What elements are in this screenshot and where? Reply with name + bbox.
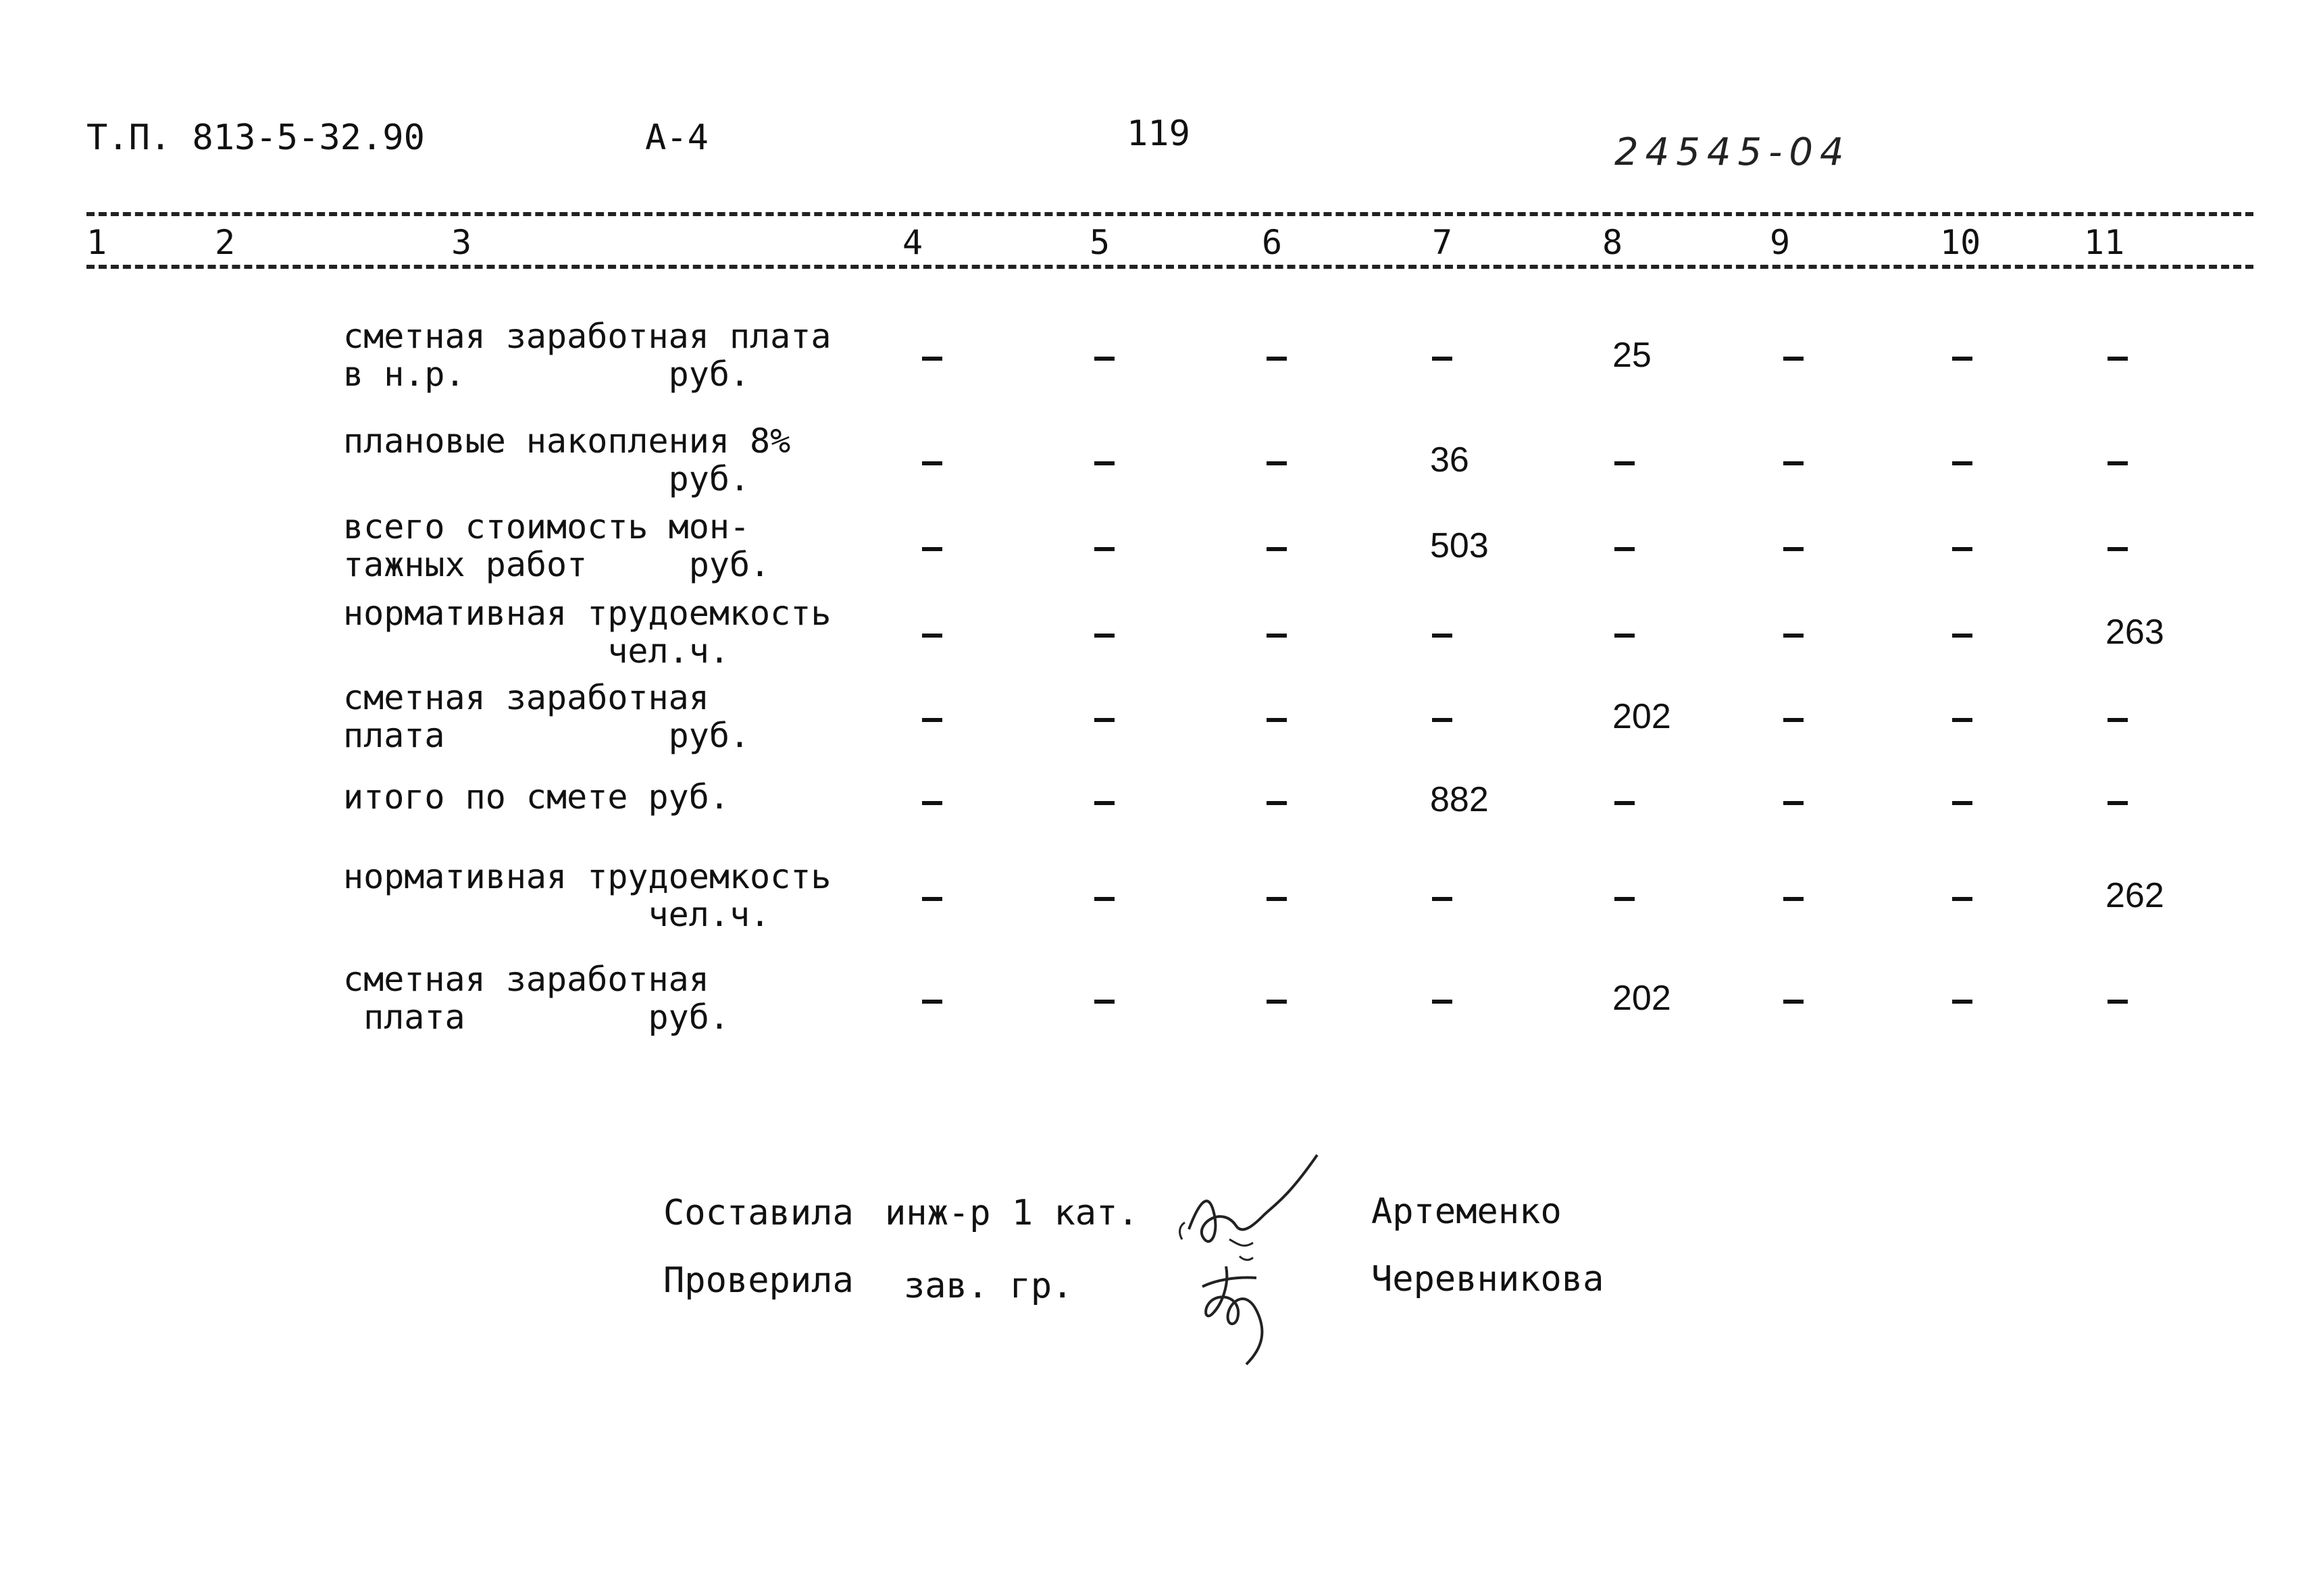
cell-value: 882	[1430, 780, 1489, 819]
empty-cell-dash	[1952, 718, 1972, 722]
row-description-line1: итого по смете руб.	[343, 777, 730, 817]
row-description	[343, 858, 831, 933]
row-description-line2: в н.р. руб.	[343, 355, 750, 394]
empty-cell-dash	[1094, 547, 1115, 551]
cell-value: 202	[1612, 697, 1671, 736]
row-description-line2: руб.	[343, 459, 750, 498]
empty-cell-dash	[922, 1000, 942, 1004]
empty-cell-dash	[922, 547, 942, 551]
empty-cell-dash	[1952, 461, 1972, 465]
empty-cell-dash	[1432, 634, 1452, 638]
row-description-line1: сметная заработная плата	[343, 317, 832, 356]
empty-cell-dash	[1267, 634, 1287, 638]
col-number-6: 6	[1262, 223, 1283, 262]
empty-cell-dash	[1952, 634, 1972, 638]
row-description	[343, 960, 730, 1036]
empty-cell-dash	[922, 357, 942, 361]
row-description	[343, 422, 790, 498]
cell-value: 202	[1612, 979, 1671, 1018]
empty-cell-dash	[1783, 801, 1804, 805]
composed-name: Артеменко	[1371, 1191, 1562, 1232]
empty-cell-dash	[1094, 357, 1115, 361]
empty-cell-dash	[1432, 897, 1452, 901]
empty-cell-dash	[1094, 801, 1115, 805]
empty-cell-dash	[2108, 1000, 2128, 1004]
row-description	[343, 778, 730, 816]
col-number-5: 5	[1090, 223, 1110, 262]
col-number-8: 8	[1602, 223, 1623, 262]
empty-cell-dash	[922, 461, 942, 465]
header-rule-bottom	[86, 265, 2253, 269]
row-description-line1: сметная заработная	[343, 960, 709, 999]
empty-cell-dash	[2108, 718, 2128, 722]
cell-value: 36	[1430, 440, 1469, 480]
cell-value: 263	[2105, 613, 2164, 652]
row-description	[343, 679, 750, 754]
empty-cell-dash	[1094, 718, 1115, 722]
empty-cell-dash	[2108, 357, 2128, 361]
col-number-3: 3	[451, 223, 472, 262]
row-description-line2: плата руб.	[343, 716, 750, 755]
col-number-1: 1	[86, 223, 107, 262]
empty-cell-dash	[2108, 461, 2128, 465]
page-number: 119	[1127, 113, 1190, 154]
empty-cell-dash	[1094, 1000, 1115, 1004]
row-description-line2: плата руб.	[343, 998, 730, 1037]
empty-cell-dash	[1267, 718, 1287, 722]
empty-cell-dash	[1614, 461, 1635, 465]
empty-cell-dash	[1094, 897, 1115, 901]
row-description	[343, 317, 831, 393]
empty-cell-dash	[1614, 801, 1635, 805]
header-rule-top	[86, 212, 2253, 216]
empty-cell-dash	[1614, 547, 1635, 551]
empty-cell-dash	[1094, 461, 1115, 465]
col-number-4: 4	[902, 223, 923, 262]
row-description-line2: чел.ч.	[343, 895, 771, 934]
inventory-number: 24545-04	[1614, 130, 1851, 174]
empty-cell-dash	[1783, 357, 1804, 361]
col-number-9: 9	[1770, 223, 1791, 262]
empty-cell-dash	[1432, 1000, 1452, 1004]
empty-cell-dash	[1094, 634, 1115, 638]
empty-cell-dash	[1267, 547, 1287, 551]
empty-cell-dash	[1432, 357, 1452, 361]
empty-cell-dash	[1952, 1000, 1972, 1004]
empty-cell-dash	[1783, 897, 1804, 901]
composed-label: Составила	[663, 1193, 854, 1233]
row-description-line1: всего стоимость мон-	[343, 507, 750, 546]
cell-value: 25	[1612, 336, 1652, 375]
col-number-10: 10	[1940, 223, 1981, 262]
row-description-line1: нормативная трудоемкость	[343, 857, 832, 896]
cell-value: 503	[1430, 526, 1489, 565]
checked-role: зав. гр.	[904, 1266, 1073, 1306]
empty-cell-dash	[2108, 801, 2128, 805]
empty-cell-dash	[1952, 897, 1972, 901]
cell-value: 262	[2105, 876, 2164, 915]
empty-cell-dash	[2108, 547, 2128, 551]
composed-role: инж-р 1 кат.	[885, 1193, 1139, 1233]
empty-cell-dash	[922, 897, 942, 901]
empty-cell-dash	[1952, 801, 1972, 805]
empty-cell-dash	[1432, 718, 1452, 722]
empty-cell-dash	[1614, 634, 1635, 638]
checked-label: Проверила	[663, 1260, 854, 1301]
row-description-line1: нормативная трудоемкость	[343, 594, 832, 633]
empty-cell-dash	[1267, 1000, 1287, 1004]
empty-cell-dash	[1952, 357, 1972, 361]
row-description	[343, 508, 770, 584]
empty-cell-dash	[922, 801, 942, 805]
empty-cell-dash	[1783, 1000, 1804, 1004]
handwritten-signatures	[1162, 1141, 1337, 1371]
col-number-7: 7	[1432, 223, 1453, 262]
empty-cell-dash	[1783, 634, 1804, 638]
empty-cell-dash	[1783, 547, 1804, 551]
row-description	[343, 594, 831, 670]
empty-cell-dash	[922, 634, 942, 638]
document-code: Т.П. 813-5-32.90	[86, 118, 425, 158]
row-description-line2: тажных работ руб.	[343, 545, 771, 584]
empty-cell-dash	[1267, 801, 1287, 805]
checked-name: Черевникова	[1371, 1259, 1604, 1299]
empty-cell-dash	[1267, 461, 1287, 465]
empty-cell-dash	[922, 718, 942, 722]
empty-cell-dash	[1783, 718, 1804, 722]
row-description-line1: плановые накопления 8%	[343, 421, 791, 461]
empty-cell-dash	[1783, 461, 1804, 465]
empty-cell-dash	[1267, 357, 1287, 361]
empty-cell-dash	[1267, 897, 1287, 901]
empty-cell-dash	[1952, 547, 1972, 551]
sheet-label: А-4	[645, 118, 709, 158]
empty-cell-dash	[1614, 897, 1635, 901]
col-number-2: 2	[215, 223, 236, 262]
row-description-line2: чел.ч.	[343, 632, 730, 671]
row-description-line1: сметная заработная	[343, 678, 709, 717]
col-number-11: 11	[2084, 223, 2125, 262]
